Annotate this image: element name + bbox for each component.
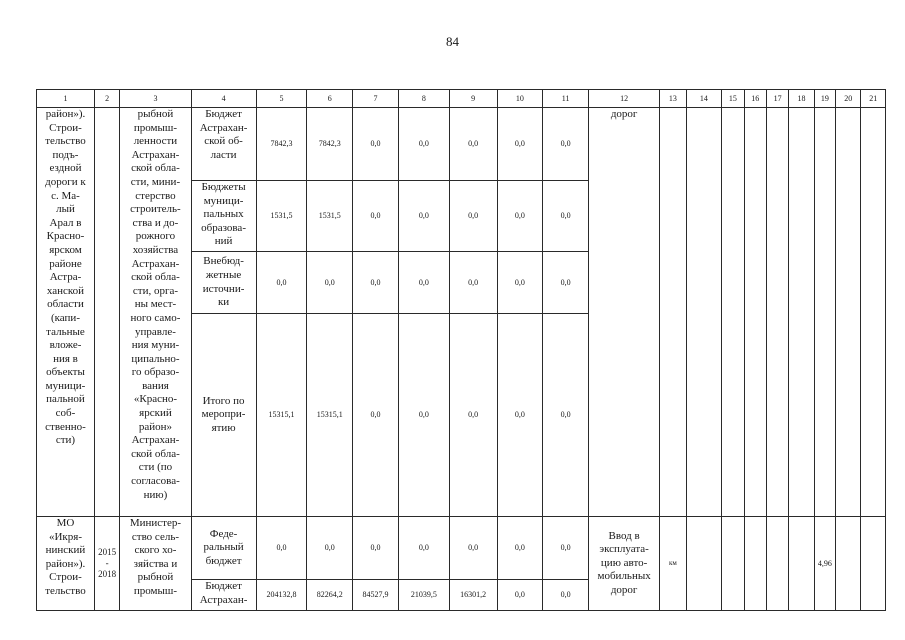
value-cell: 0,0 xyxy=(449,181,497,252)
table-row xyxy=(37,517,886,580)
page-number: 84 xyxy=(446,34,459,49)
header-cell: 15 xyxy=(722,90,744,108)
value-cell: 0,0 xyxy=(543,181,589,252)
header-cell: 13 xyxy=(660,90,686,108)
value-cell: 1531,5 xyxy=(256,181,307,252)
value-cell: 0,0 xyxy=(543,108,589,181)
value-cell: 15315,1 xyxy=(307,314,353,517)
value-cell: 0,0 xyxy=(307,252,353,314)
value-cell: 0,0 xyxy=(543,314,589,517)
program-table xyxy=(36,89,886,611)
empty-cell xyxy=(814,108,835,517)
value-cell: 0,0 xyxy=(398,181,449,252)
funding-source-cell: Феде- ральный бюджет xyxy=(191,517,256,580)
value-cell: 0,0 xyxy=(497,108,543,181)
funding-source-cell: Внебюд- жетные источни- ки xyxy=(191,252,256,314)
value-cell: 1531,5 xyxy=(307,181,353,252)
value-cell: 0,0 xyxy=(256,252,307,314)
value-cell: 0,0 xyxy=(543,252,589,314)
header-cell: 12 xyxy=(589,90,660,108)
funding-source-cell: Бюджеты муници- пальных образова- ний xyxy=(191,181,256,252)
value-cell: 7842,3 xyxy=(307,108,353,181)
value-cell: 0,0 xyxy=(497,314,543,517)
value-cell: 0,0 xyxy=(497,181,543,252)
value-cell: 204132,8 xyxy=(256,580,307,611)
funding-source-cell: Бюджет Астрахан- xyxy=(191,580,256,611)
value-cell: 0,0 xyxy=(353,517,399,580)
period-cell: 2015 - 2018 xyxy=(94,517,119,611)
empty-cell xyxy=(861,517,886,611)
header-cell: 7 xyxy=(353,90,399,108)
header-cell: 3 xyxy=(120,90,191,108)
unit-cell: км xyxy=(660,517,686,611)
empty-cell xyxy=(744,517,766,611)
value-cell: 7842,3 xyxy=(256,108,307,181)
value-cell: 0,0 xyxy=(398,314,449,517)
header-cell: 21 xyxy=(861,90,886,108)
value-cell: 0,0 xyxy=(449,252,497,314)
empty-cell xyxy=(744,108,766,517)
value-cell: 21039,5 xyxy=(398,580,449,611)
header-cell: 18 xyxy=(789,90,814,108)
empty-cell xyxy=(686,517,722,611)
empty-cell xyxy=(836,517,861,611)
table-row xyxy=(37,108,886,181)
value-cell: 0,0 xyxy=(307,517,353,580)
header-cell: 4 xyxy=(191,90,256,108)
empty-cell xyxy=(861,108,886,517)
activity-name-cell: МО «Икря- нинский район»). Строи- тельство xyxy=(37,517,95,611)
funding-source-cell: Бюджет Астрахан- ской об- ласти xyxy=(191,108,256,181)
value-cell: 0,0 xyxy=(353,252,399,314)
empty-cell xyxy=(766,517,788,611)
value-cell: 0,0 xyxy=(353,181,399,252)
value-cell: 0,0 xyxy=(398,252,449,314)
header-cell: 16 xyxy=(744,90,766,108)
header-cell: 2 xyxy=(94,90,119,108)
value-cell: 84527,9 xyxy=(353,580,399,611)
indicator-cell: Ввод в эксплуата- цию авто- мобильных дорог xyxy=(589,517,660,611)
value-cell: 0,0 xyxy=(353,108,399,181)
value-cell: 0,0 xyxy=(449,517,497,580)
executor-cell: Министер- ство сель- ского хо- зяйства и рыбной промыш- xyxy=(120,517,191,611)
value-cell: 0,0 xyxy=(543,580,589,611)
empty-cell xyxy=(686,108,722,517)
header-cell: 11 xyxy=(543,90,589,108)
header-cell: 17 xyxy=(766,90,788,108)
value-cell: 0,0 xyxy=(449,314,497,517)
value-cell: 0,0 xyxy=(398,517,449,580)
activity-name-cell: район»). Строи- тельство подъ- ездной дороги к с. Ма- лый Арал в Красно- ярском районе Астра- ханской области (капи- тальные вложе- ния в объекты муници- пальной соб- ственно- сти) xyxy=(37,108,95,517)
header-cell: 20 xyxy=(836,90,861,108)
funding-source-cell: Итого по меропри- ятию xyxy=(191,314,256,517)
indicator-cell: дорог xyxy=(589,108,660,517)
value-cell: 15315,1 xyxy=(256,314,307,517)
header-cell: 9 xyxy=(449,90,497,108)
value-cell: 0,0 xyxy=(449,108,497,181)
empty-cell xyxy=(789,517,814,611)
header-cell: 14 xyxy=(686,90,722,108)
empty-cell xyxy=(766,108,788,517)
header-cell: 19 xyxy=(814,90,835,108)
value-cell: 0,0 xyxy=(497,580,543,611)
value-cell: 0,0 xyxy=(353,314,399,517)
empty-cell xyxy=(660,108,686,517)
value-cell: 0,0 xyxy=(398,108,449,181)
empty-cell xyxy=(722,517,744,611)
empty-cell xyxy=(789,108,814,517)
header-cell: 5 xyxy=(256,90,307,108)
header-cell: 1 xyxy=(37,90,95,108)
value-cell: 0,0 xyxy=(497,252,543,314)
header-cell: 10 xyxy=(497,90,543,108)
value-cell: 0,0 xyxy=(256,517,307,580)
empty-cell xyxy=(722,108,744,517)
executor-cell: рыбной промыш- ленности Астрахан- ской обла- сти, мини- стерство строитель- ства и до- рожного хозяйства Астрахан- ской обла- сти, орга- ны мест- ного само- управле- ния муни- ципально- го образо- вания «Красно- ярский район» Астрахан- ской обла- сти (по согласова- нию) xyxy=(120,108,191,517)
header-cell: 8 xyxy=(398,90,449,108)
period-cell xyxy=(94,108,119,517)
value-cell: 4,96 xyxy=(814,517,835,611)
value-cell: 16301,2 xyxy=(449,580,497,611)
value-cell: 0,0 xyxy=(543,517,589,580)
value-cell: 0,0 xyxy=(497,517,543,580)
empty-cell xyxy=(836,108,861,517)
value-cell: 82264,2 xyxy=(307,580,353,611)
header-row xyxy=(37,90,886,108)
header-cell: 6 xyxy=(307,90,353,108)
